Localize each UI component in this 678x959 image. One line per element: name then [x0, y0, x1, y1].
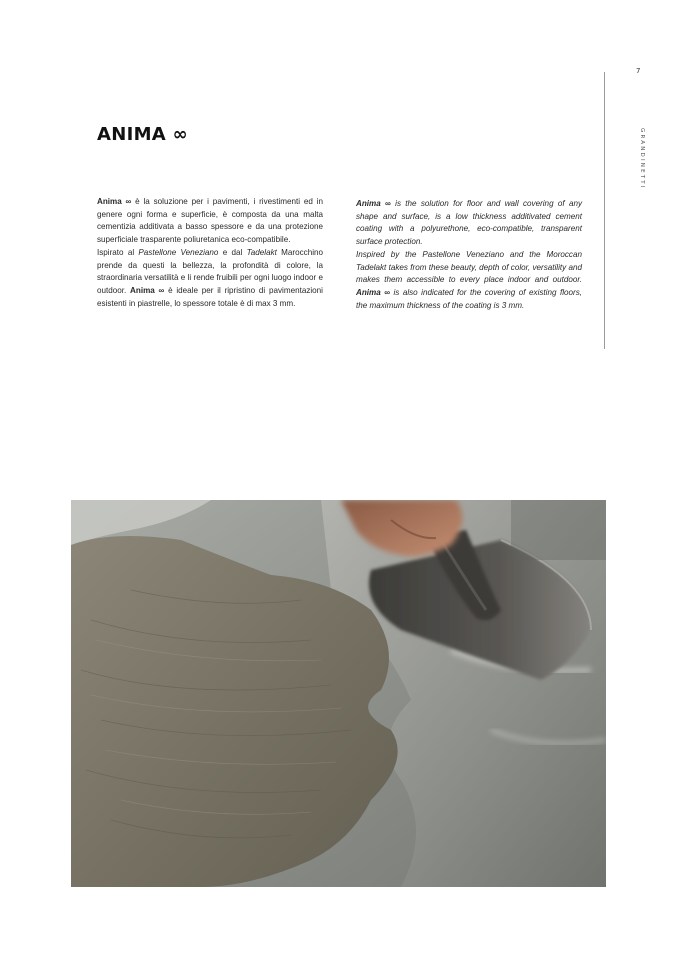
text-run: Marocchino prende da questi la bellezza, la profondità di colore, la straordinaria versatilità e li rende fruibili per ogni luogo indoor e outdoor. — [97, 247, 324, 295]
brand-vertical-label: GRANDINETTI — [639, 128, 645, 190]
vertical-divider — [604, 72, 605, 349]
text-run: is the solution for floor and wall covering of any shape and surface, is a low thickness additivated cement coating with a polyurethone, eco-compatible, transparent surface protection. — [356, 199, 582, 247]
text-run: Anima ∞ — [356, 287, 390, 297]
text-run: Anima ∞ — [130, 285, 165, 295]
text-run: Pastellone Veneziano — [138, 247, 219, 257]
english-paragraph-2 — [356, 249, 582, 313]
text-run: Anima ∞ — [356, 199, 391, 208]
text-run: is also indicated for the covering of existing floors, the maximum thickness of the coating is 3 mm. — [356, 287, 582, 310]
page-title: ANIMA ∞ — [97, 124, 188, 145]
italian-column — [97, 196, 323, 310]
italian-paragraph-2 — [97, 247, 323, 311]
trowel-application-photo — [71, 500, 606, 887]
text-run: Ispirato al — [97, 247, 139, 257]
english-column — [356, 198, 582, 312]
english-paragraph-1 — [356, 198, 582, 249]
text-run: è la soluzione per i pavimenti, i rivestimenti ed in genere ogni forma e superficie, è composta da una malta cementizia additivata a basso spessore e da una protezione superficiale trasparente poliuretanica eco-compatibile. — [97, 197, 323, 245]
text-run: è ideale per il ripristino di pavimentazioni esistenti in piastrelle, lo spessore totale è di max 3 mm. — [97, 285, 323, 308]
page-number: 7 — [636, 67, 641, 75]
text-run: Anima ∞ — [97, 197, 132, 206]
text-run: Inspired by the Pastellone Veneziano and the Moroccan Tadelakt takes from these beauty, depth of color, versatility and makes them accessible to every place indoor and outdoor. — [356, 249, 582, 285]
text-run: Tadelakt — [246, 247, 277, 257]
italian-paragraph-1 — [97, 196, 323, 247]
text-run: e dal — [218, 247, 247, 257]
photo-illustration — [71, 500, 606, 887]
